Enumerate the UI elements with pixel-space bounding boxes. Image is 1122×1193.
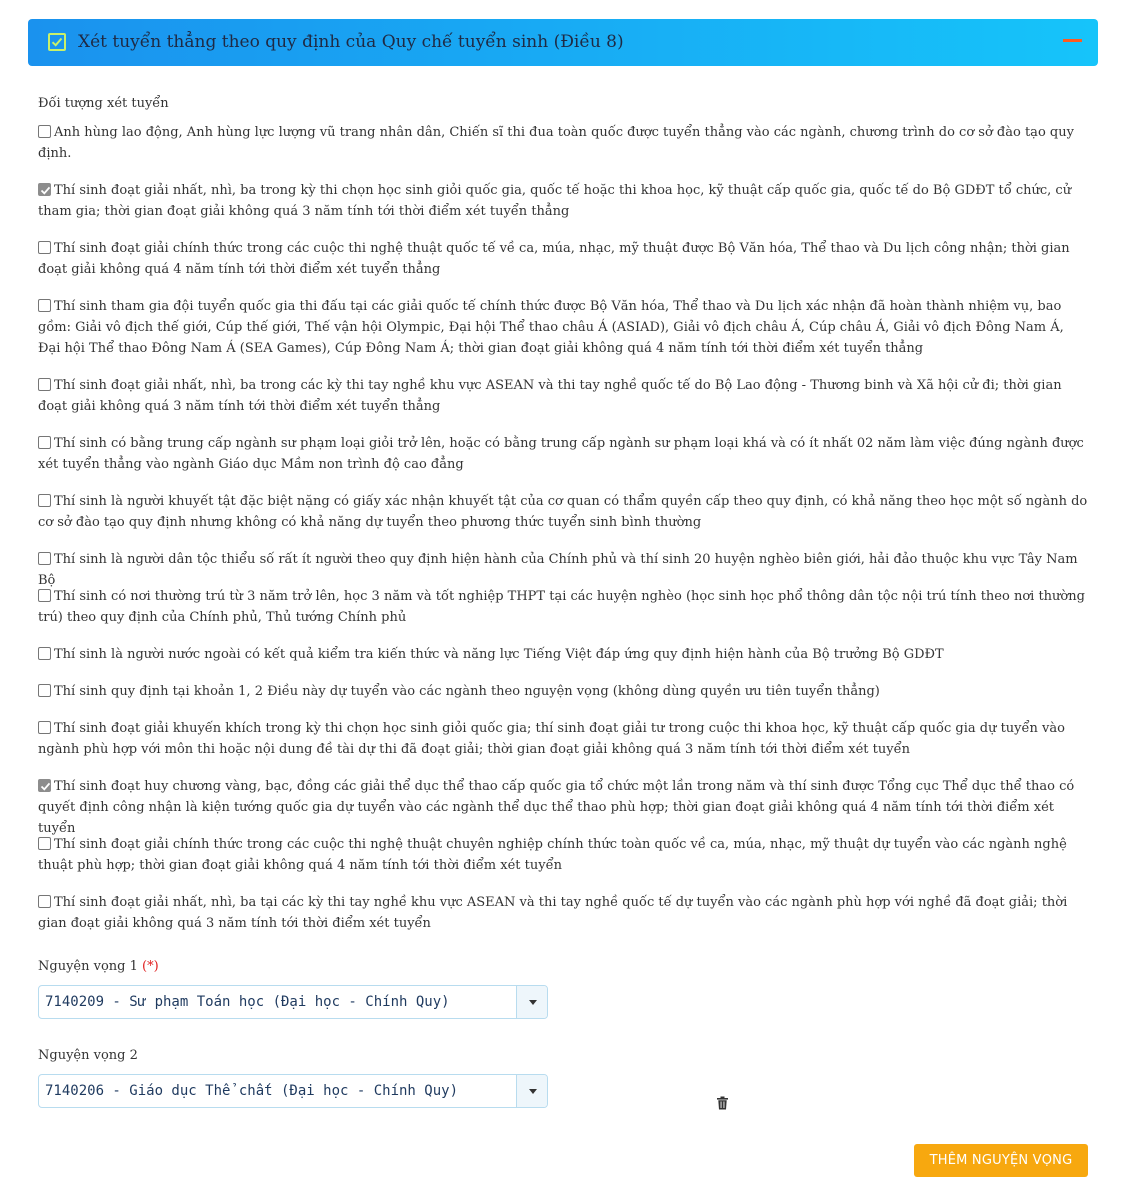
criteria-option-label: Anh hùng lao động, Anh hùng lực lượng vũ trang nhân dân, Chiến sĩ thi đua toàn quốc được tuyển thẳng vào các ngành, chương trình do cơ sở đào tạo quy định. (38, 125, 1074, 161)
criteria-option[interactable] (38, 549, 1088, 591)
minus-icon[interactable] (1063, 39, 1082, 42)
criteria-checkbox[interactable] (38, 494, 51, 507)
criteria-checkbox[interactable] (38, 183, 51, 196)
criteria-checkbox[interactable] (38, 552, 51, 565)
criteria-checkbox[interactable] (38, 436, 51, 449)
wish-1-select[interactable] (38, 985, 548, 1019)
criteria-option[interactable] (38, 433, 1088, 475)
section-header[interactable] (28, 19, 1098, 66)
chevron-down-icon[interactable] (516, 1075, 547, 1107)
trash-icon[interactable] (716, 1095, 729, 1109)
criteria-option[interactable] (38, 892, 1088, 934)
criteria-option[interactable] (38, 238, 1088, 280)
wish-2-label: Nguyện vọng 2 (38, 1048, 138, 1063)
criteria-option-label: Thí sinh đoạt giải khuyến khích trong kỳ thi chọn học sinh giỏi quốc gia; thí sinh đoạt giải tư trong cuộc thi khoa học, kỹ thuật cấp quốc gia dự tuyển vào ngành phù hợp với môn thi hoặc nội dung đề tài dự thi đã đoạt giải; thời gian đoạt giải không quá 3 năm tính tới thời điểm xét tuyển (38, 721, 1065, 757)
criteria-checkbox[interactable] (38, 299, 51, 312)
criteria-checkbox[interactable] (38, 721, 51, 734)
criteria-option-label: Thí sinh đoạt giải nhất, nhì, ba trong các kỳ thi tay nghề khu vực ASEAN và thi tay nghề quốc tế do Bộ Lao động - Thương binh và Xã hội cử đi; thời gian đoạt giải không quá 3 năm tính tới thời điểm xét tuyển thẳng (38, 378, 1062, 414)
criteria-option-label: Thí sinh đoạt giải chính thức trong các cuộc thi nghệ thuật quốc tế về ca, múa, nhạc, mỹ thuật được Bộ Văn hóa, Thể thao và Du lịch công nhận; thời gian đoạt giải không quá 4 năm tính tới thời điểm xét tuyển thẳng (38, 241, 1070, 277)
wish-1-label-text: Nguyện vọng 1 (38, 959, 138, 974)
criteria-option-label: Thí sinh là người dân tộc thiểu số rất ít người theo quy định hiện hành của Chính phủ và thí sinh 20 huyện nghèo biên giới, hải đảo thuộc khu vực Tây Nam Bộ (38, 552, 1078, 588)
criteria-option[interactable] (38, 375, 1088, 417)
criteria-option-label: Thí sinh là người nước ngoài có kết quả kiểm tra kiến thức và năng lực Tiếng Việt đáp ứng quy định hiện hành của Bộ trưởng Bộ GDĐT (54, 647, 944, 662)
section-title: Xét tuyển thẳng theo quy định của Quy chế tuyển sinh (Điều 8) (78, 32, 624, 52)
criteria-option[interactable] (38, 644, 1088, 665)
wish-1-label (38, 959, 159, 974)
checkbox-checked-icon (48, 33, 66, 51)
criteria-checkbox[interactable] (38, 684, 51, 697)
wish-2-selected-value: 7140206 - Giáo dục Thể chất (Đại học - Chính Quy) (45, 1083, 459, 1099)
criteria-option[interactable] (38, 718, 1088, 760)
criteria-checkbox[interactable] (38, 895, 51, 908)
criteria-option-label: Thí sinh đoạt giải nhất, nhì, ba tại các kỳ thi tay nghề khu vực ASEAN và thi tay nghề quốc tế dự tuyển vào các ngành phù hợp với nghề đã đoạt giải; thời gian đoạt giải không quá 3 năm tính tới thời điểm xét tuyển (38, 895, 1068, 931)
criteria-option-label: Thí sinh đoạt huy chương vàng, bạc, đồng các giải thể dục thể thao cấp quốc gia tổ chức một lần trong năm và thí sinh được Tổng cục Thể dục thể thao có quyết định công nhận là kiện tướng quốc gia dự tuyển vào các ngành thể dục thể thao phù hợp; thời gian đoạt giải không quá 4 năm tính tới thời điểm xét tuyển (38, 779, 1075, 836)
criteria-option[interactable] (38, 491, 1088, 533)
criteria-option-label: Thí sinh đoạt giải nhất, nhì, ba trong kỳ thi chọn học sinh giỏi quốc gia, quốc tế hoặc thi khoa học, kỹ thuật cấp quốc gia, quốc tế do Bộ GDĐT tổ chức, cử tham gia; thời gian đoạt giải không quá 3 năm tính tới thời điểm xét tuyển thẳng (38, 183, 1072, 219)
criteria-option[interactable] (38, 180, 1088, 222)
criteria-checkbox[interactable] (38, 589, 51, 602)
add-wish-button[interactable]: THÊM NGUYỆN VỌNG (914, 1144, 1088, 1177)
criteria-option[interactable] (38, 834, 1088, 876)
criteria-option[interactable] (38, 122, 1088, 164)
criteria-checkbox[interactable] (38, 241, 51, 254)
criteria-checkbox[interactable] (38, 647, 51, 660)
criteria-checkbox[interactable] (38, 837, 51, 850)
criteria-option-label: Thí sinh đoạt giải chính thức trong các cuộc thi nghệ thuật chuyên nghiệp chính thức toàn quốc về ca, múa, nhạc, mỹ thuật dự tuyển vào các ngành nghệ thuật phù hợp; thời gian đoạt giải không quá 4 năm tính tới thời điểm xét tuyển (38, 837, 1067, 873)
criteria-option-label: Thí sinh quy định tại khoản 1, 2 Điều này dự tuyển vào các ngành theo nguyện vọng (không dùng quyền ưu tiên tuyển thẳng) (54, 684, 880, 699)
wish-2-select[interactable] (38, 1074, 548, 1108)
chevron-down-icon[interactable] (516, 986, 547, 1018)
criteria-option-label: Thí sinh có bằng trung cấp ngành sư phạm loại giỏi trở lên, hoặc có bằng trung cấp ngành sư phạm loại khá và có ít nhất 02 năm làm việc đúng ngành được xét tuyển thẳng vào ngành Giáo dục Mầm non trình độ cao đẳng (38, 436, 1084, 472)
criteria-option[interactable] (38, 681, 1088, 702)
criteria-checkbox[interactable] (38, 125, 51, 138)
target-group-label: Đối tượng xét tuyển (38, 96, 169, 111)
wish-1-selected-value: 7140209 - Sư phạm Toán học (Đại học - Chính Quy) (45, 994, 450, 1010)
criteria-option[interactable] (38, 776, 1088, 839)
criteria-option[interactable] (38, 296, 1088, 359)
criteria-option[interactable] (38, 586, 1088, 628)
criteria-option-label: Thí sinh có nơi thường trú từ 3 năm trở lên, học 3 năm và tốt nghiệp THPT tại các huyện nghèo (học sinh học phổ thông dân tộc nội trú tính theo nơi thường trú) theo quy định của Chính phủ, Thủ tướng Chính phủ (38, 589, 1085, 625)
required-mark: (*) (142, 959, 159, 974)
criteria-checkbox[interactable] (38, 378, 51, 391)
criteria-option-label: Thí sinh tham gia đội tuyển quốc gia thi đấu tại các giải quốc tế chính thức được Bộ Văn hóa, Thể thao và Du lịch xác nhận đã hoàn thành nhiệm vụ, bao gồm: Giải vô địch thế giới, Cúp thế giới, Thế vận hội Olympic, Đại hội Thể thao châu Á (ASIAD), Giải vô địch châu Á, Cúp châu Á, Giải vô địch Đông Nam Á, Đại hội Thể thao Đông Nam Á (SEA Games), Cúp Đông Nam Á; thời gian đoạt giải không quá 4 năm tính tới thời điểm xét tuyển thẳng (38, 299, 1064, 356)
criteria-option-label: Thí sinh là người khuyết tật đặc biệt nặng có giấy xác nhận khuyết tật của cơ quan có thẩm quyền cấp theo quy định, có khả năng theo học một số ngành do cơ sở đào tạo quy định nhưng không có khả năng dự tuyển theo phương thức tuyển sinh bình thường (38, 494, 1088, 530)
criteria-checkbox[interactable] (38, 779, 51, 792)
